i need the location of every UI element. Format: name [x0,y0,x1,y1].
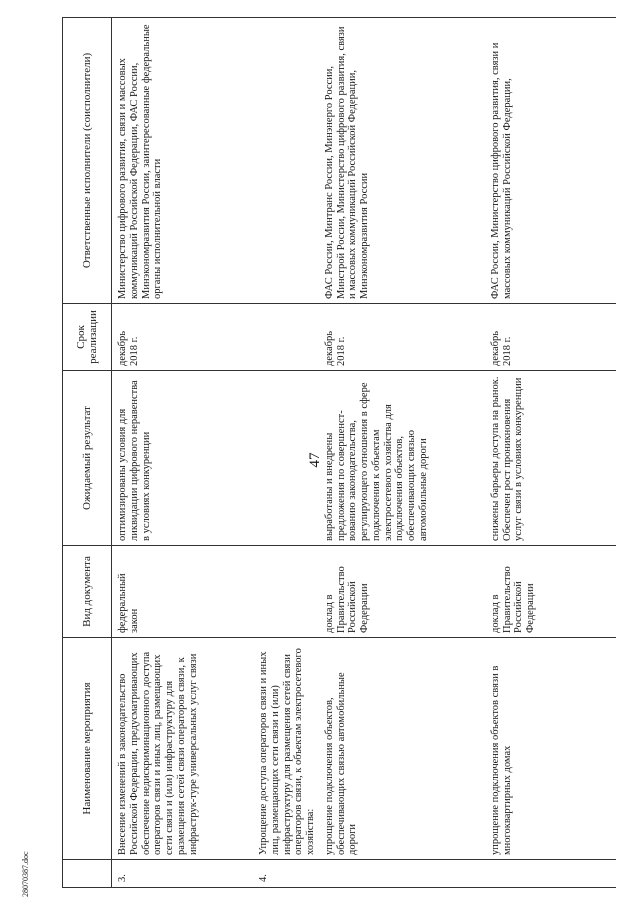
measure-name: Упрощение доступа операторов связи и иных лиц, размещающих сети связи и (или) инфраструктуру для размещения сетей связи операторов связи, к объектам электросетевого хозяйства: [253,638,319,860]
executors [253,18,319,304]
measure-name: Внесение изменений в законодательство Российской Федерации, предусматривающих обеспечение недискриминационного доступа операторов связи и иных лиц, размещающих сети связи и (или) инфраструктуру для размещения сетей связи операторов связи, к инфраструк-туре универсальных услуг связи [112,638,254,860]
row-number [319,860,485,888]
table-row [253,18,319,888]
measure-name: упрощение подключения объектов связи в многоквартирных домах [485,638,616,860]
header-doc-type: Вид документа [63,546,112,638]
table-header-row [63,18,112,888]
expected-result [253,371,319,546]
row-number [485,860,616,888]
document-type: доклад в Правительство Российской Федерации [485,546,616,638]
row-number: 3. [112,860,254,888]
rotated-table-container [62,18,592,888]
table-row [319,18,485,888]
table-row [112,18,254,888]
measure-name: упрощение подключения объектов, обеспечивающих связью автомобильные дороги [319,638,485,860]
expected-result: снижены барьеры доступа на рынок. Обеспечен рост проникновения услуг связи в условиях конкуренции [485,371,616,546]
expected-result: оптимизированы условия для ликвидации цифрового неравенства в условиях конкуренции [112,371,254,546]
executors: ФАС России, Минтранс России, Минэнерго России, Минстрой России, Министерство цифрового развития, связи и массовых коммуникаций Российской Федерации, Минэкономразвития России [319,18,485,304]
document-type: федеральный закон [112,546,254,638]
measures-table [62,17,616,888]
document-type: доклад в Правительство Российской Федерации [319,546,485,638]
deadline: декабрь 2018 г. [112,304,254,371]
header-num [63,860,112,888]
deadline: декабрь 2018 г. [485,304,616,371]
executors: ФАС России, Министерство цифрового развития, связи и массовых коммуникаций Российской Федерации, [485,18,616,304]
deadline: декабрь 2018 г. [319,304,485,371]
header-executors: Ответственные исполнители (соисполнители) [63,18,112,304]
executors: Министерство цифрового развития, связи и массовых коммуникаций Российской Федерации, ФАС России, Минэкономразвития России, заинтересованные федеральные органы исполнительной власти [112,18,254,304]
expected-result: выработаны и внедрены предложения по совершенст-вованию законодательства, регулирующего отношения в сфере подключения к объектам электросетевого хозяйства для подключения объектов, обеспечивающих связью автомобильные дороги [319,371,485,546]
page-number: 47 [307,452,323,468]
header-name: Наименование мероприятия [63,638,112,860]
table-row [485,18,616,888]
header-result: Ожидаемый результат [63,371,112,546]
header-deadline: Срок реализации [63,304,112,371]
document-reference: 28070387.doc [21,851,30,897]
deadline [253,304,319,371]
document-type [253,546,319,638]
row-number: 4. [253,860,319,888]
